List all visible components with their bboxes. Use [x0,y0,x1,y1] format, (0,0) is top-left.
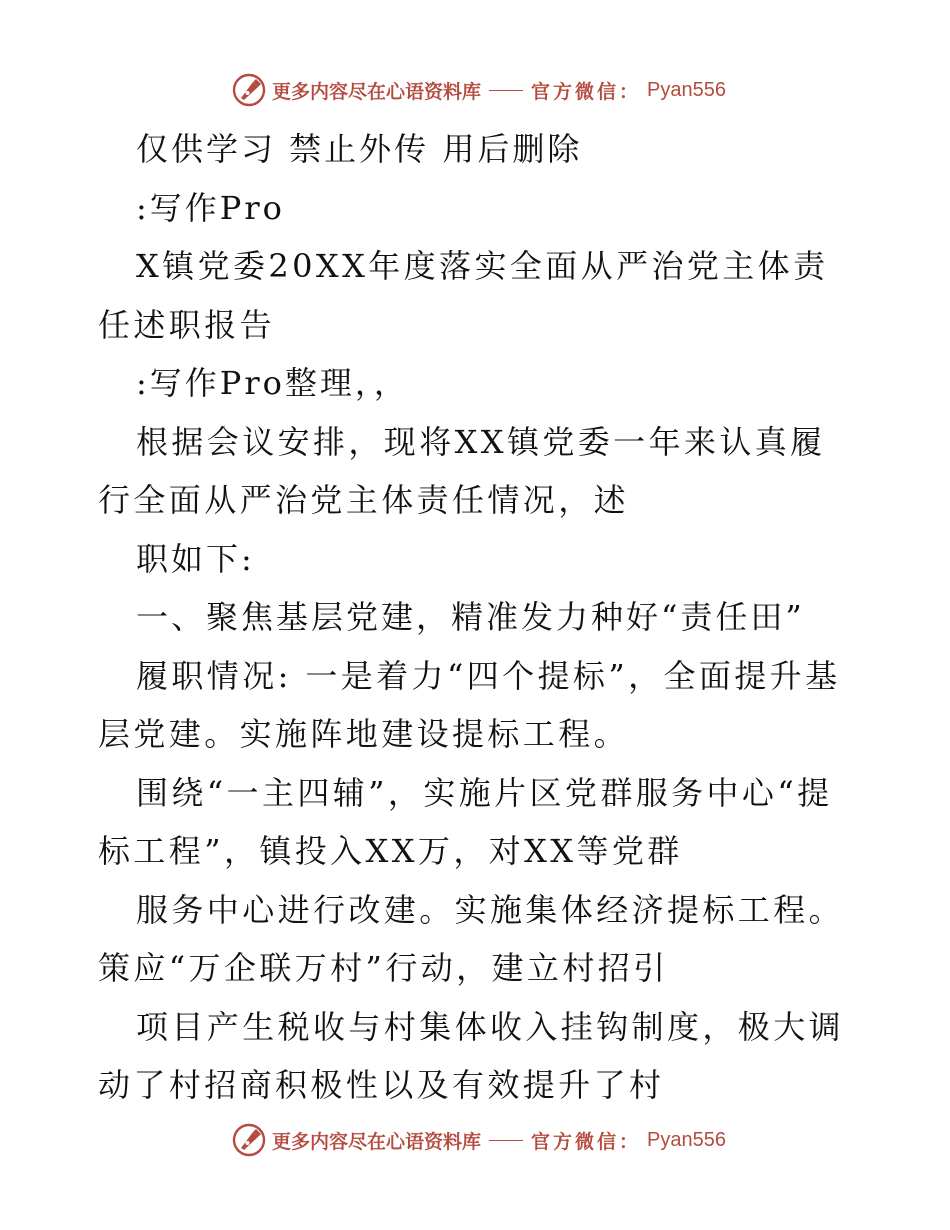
banner-text: 更多内容尽在心语资料库 [272,1130,482,1153]
notice-line: 仅供学习 禁止外传 用后删除 [136,130,583,168]
body-paragraph: 项目产生税收与村集体收入挂钩制度，极大调动了村招商积极性以及有效提升了村 [98,1007,845,1104]
banner-divider [489,1140,523,1141]
body-paragraph: 根据会议安排，现将XX镇党委一年来认真履行全面从严治党主体责任情况，述 [98,422,826,519]
banner-official-label: 官方微信： [531,80,642,103]
banner-wechat-id: Pyan556 [647,1128,726,1151]
body-paragraph: 围绕“一主四辅”，实施片区党群服务中心“提标工程”，镇投入XX万，对XX等党群 [98,773,833,870]
document-body [98,120,858,1115]
document-title: X镇党委20XX年度落实全面从严治党主体责任述职报告 [98,247,829,344]
banner-official-label: 官方微信： [531,1130,642,1153]
section-heading: 一、聚焦基层党建，精准发力种好“责任田” [136,598,805,636]
banner-text: 更多内容尽在心语资料库 [272,80,482,103]
organizer-line: :写作Pro整理，， [136,364,409,402]
source-line: :写作Pro [136,188,285,227]
banner-wechat-id: Pyan556 [647,78,726,101]
banner-divider [489,90,523,91]
body-paragraph: 职如下: [136,539,255,578]
pen-nib-logo-icon [232,1123,266,1157]
header-watermark-banner [232,72,726,108]
pen-nib-logo-icon [232,73,266,107]
footer-watermark-banner [232,1122,726,1158]
body-paragraph: 履职情况: 一是着力“四个提标”，全面提升基层党建。实施阵地建设提标工程。 [98,656,841,753]
body-paragraph: 服务中心进行改建。实施集体经济提标工程。策应“万企联万村”行动，建立村招引 [98,890,845,987]
